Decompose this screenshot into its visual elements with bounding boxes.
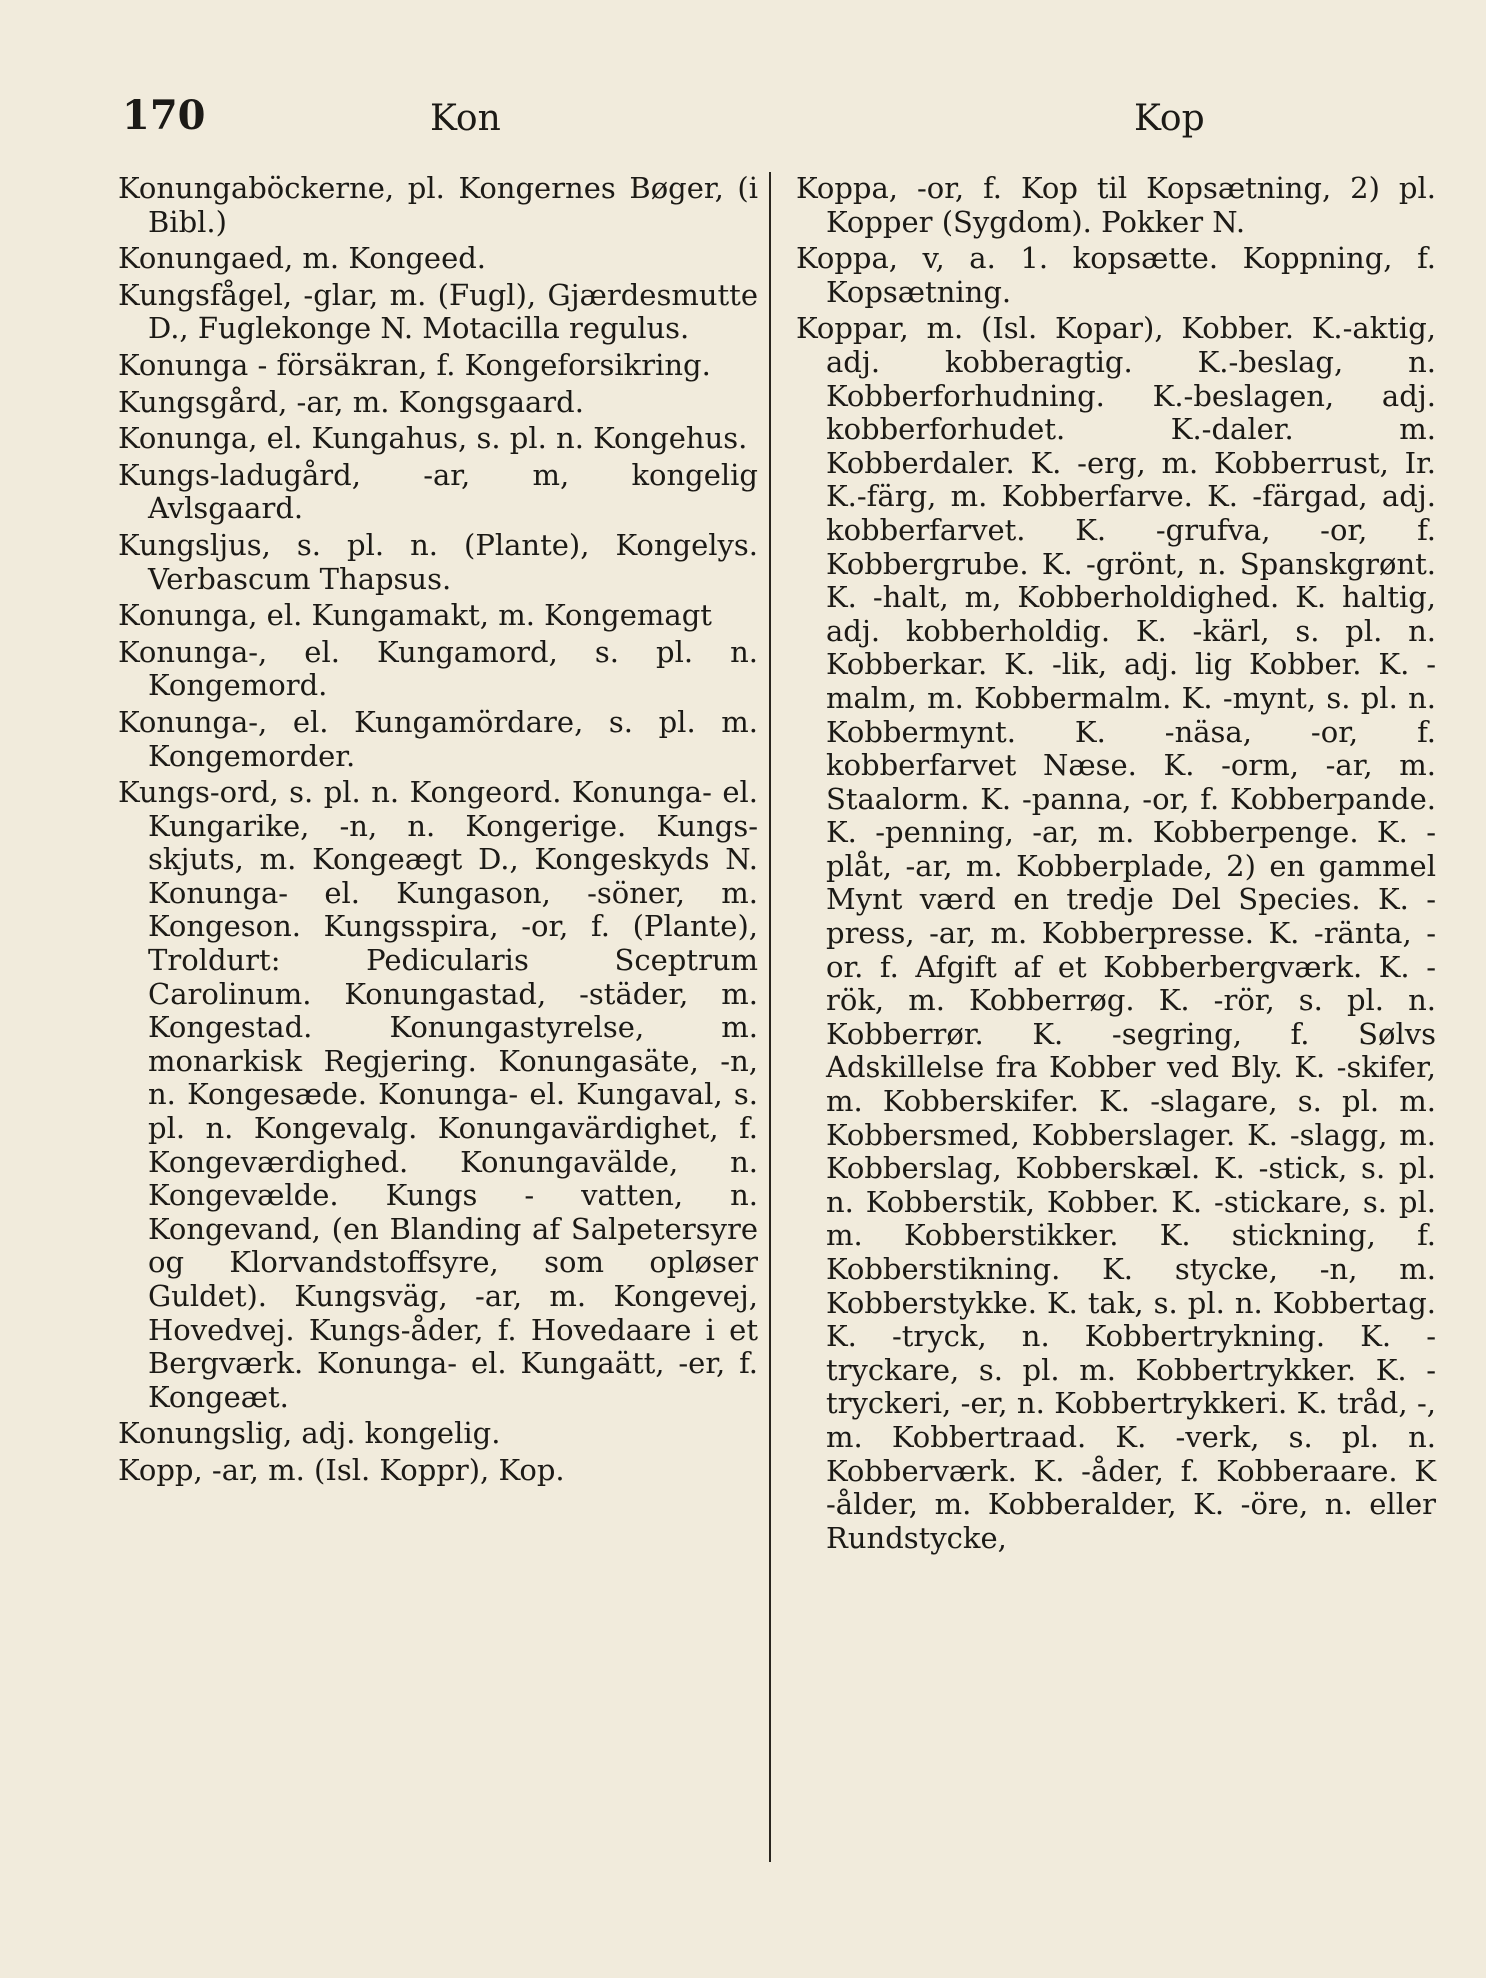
- dictionary-entry: Konunga - försäkran, f. Kongeforsikring.: [118, 347, 711, 382]
- dictionary-entry: Kungs-ladugård, -ar, m, kongelig Avlsgaard.: [118, 457, 758, 526]
- dictionary-entry: Kungs-ord, s. pl. n. Kongeord. Konunga- el. Kungarike, -n, n. Kongerige. Kungs-skjuts, m. Kongeægt D., Kongeskyds N. Konunga- el. Kungason, -söner, m. Kongeson. Kungsspira, -or, f. (Plante), Troldurt: Pedicularis Sceptrum Carolinum. Konungastad, -städer, m. Kongestad. Konungastyrelse, m. monarkisk Regjering. Konungasäte, -n, n. Kongesæde. Konunga- el. Kungaval, s. pl. n. Kongevalg. Konungavärdighet, f. Kongeværdighed. Konungavälde, n. Kongevælde. Kungs - vatten, n. Kongevand, (en Blanding af Salpetersyre og Klorvandstoffsyre, som opløser Guldet). Kungsväg, -ar, m. Kongevej, Hovedvej. Kungs-åder, f. Hovedaare i et Bergværk. Konunga- el. Kungaätt, -er, f. Kongeæt.: [118, 775, 758, 1414]
- dictionary-entry: Kungsljus, s. pl. n. (Plante), Kongelys. Verbascum Thapsus.: [118, 527, 758, 596]
- dictionary-entry: Kungsgård, -ar, m. Kongsgaard.: [118, 384, 584, 419]
- left-column: [118, 172, 758, 1491]
- dictionary-entry: Kopp, -ar, m. (Isl. Koppr), Kop.: [118, 1452, 565, 1487]
- dictionary-entry: Koppa, v, a. 1. kopsætte. Koppning, f. Kopsætning.: [796, 241, 1436, 309]
- dictionary-entry: Kungsfågel, -glar, m. (Fugl), Gjærdesmutte D., Fuglekonge N. Motacilla regulus.: [118, 277, 758, 346]
- page-number: 170: [122, 92, 206, 139]
- dictionary-entry: Konungaböckerne, pl. Kongernes Bøger, (i Bibl.): [118, 171, 758, 239]
- dictionary-entry: Koppar, m. (Isl. Kopar), Kobber. K.-aktig, adj. kobberagtig. K.-beslag, n. Kobberforhudning. K.-beslagen, adj. kobberforhudet. K.-daler. m. Kobberdaler. K. -erg, m. Kobberrust, Ir. K.-färg, m. Kobberfarve. K. -färgad, adj. kobberfarvet. K. -grufva, -or, f. Kobbergrube. K. -grönt, n. Spanskgrønt. K. -halt, m, Kobberholdighed. K. haltig, adj. kobberholdig. K. -kärl, s. pl. n. Kobberkar. K. -lik, adj. lig Kobber. K. -malm, m. Kobbermalm. K. -mynt, s. pl. n. Kobbermynt. K. -näsa, -or, f. kobberfarvet Næse. K. -orm, -ar, m. Staalorm. K. -panna, -or, f. Kobberpande. K. -penning, -ar, m. Kobberpenge. K. -plåt, -ar, m. Kobberplade, 2) en gammel Mynt værd en tredje Del Species. K. -press, -ar, m. Kobberpresse. K. -ränta, -or. f. Afgift af et Kobberbergværk. K. -rök, m. Kobberrøg. K. -rör, s. pl. n. Kobberrør. K. -segring, f. Sølvs Adskillelse fra Kobber ved Bly. K. -skifer, m. Kobberskifer. K. -slagare, s. pl. m. Kobbersmed, Kobberslager. K. -slagg, m. Kobberslag, Kobberskæl. K. -stick, s. pl. n. Kobberstik, Kobber. K. -stickare, s. pl. m. Kobberstikker. K. stickning, f. Kobberstikning. K. stycke, -n, m. Kobberstykke. K. tak, s. pl. n. Kobbertag. K. -tryck, n. Kobbertrykning. K. -tryckare, s. pl. m. Kobbertrykker. K. -tryckeri, -er, n. Kobbertrykkeri. K. tråd, -, m. Kobbertraad. K. -verk, s. pl. n. Kobberværk. K. -åder, f. Kobberaare. K -ålder, m. Kobberalder, K. -öre, n. eller Rundstycke,: [796, 311, 1436, 1555]
- dictionary-entry: Konunga-, el. Kungamördare, s. pl. m. Kongemorder.: [118, 704, 758, 773]
- dictionary-entry: Koppa, -or, f. Kop til Kopsætning, 2) pl. Kopper (Sygdom). Pokker N.: [796, 171, 1436, 239]
- right-guide-word: Kop: [1134, 98, 1205, 139]
- column-divider: [769, 172, 771, 1862]
- dictionary-entry: Konunga, el. Kungahus, s. pl. n. Kongehus.: [118, 421, 748, 456]
- dictionary-entry: Konunga, el. Kungamakt, m. Kongemagt: [118, 598, 712, 633]
- dictionary-entry: Konunga-, el. Kungamord, s. pl. n. Kongemord.: [118, 634, 758, 703]
- right-column: [796, 172, 1436, 1558]
- dictionary-entry: Konungaed, m. Kongeed.: [118, 241, 487, 276]
- left-guide-word: Kon: [430, 98, 501, 139]
- dictionary-entry: Konungslig, adj. kongelig.: [118, 1416, 501, 1451]
